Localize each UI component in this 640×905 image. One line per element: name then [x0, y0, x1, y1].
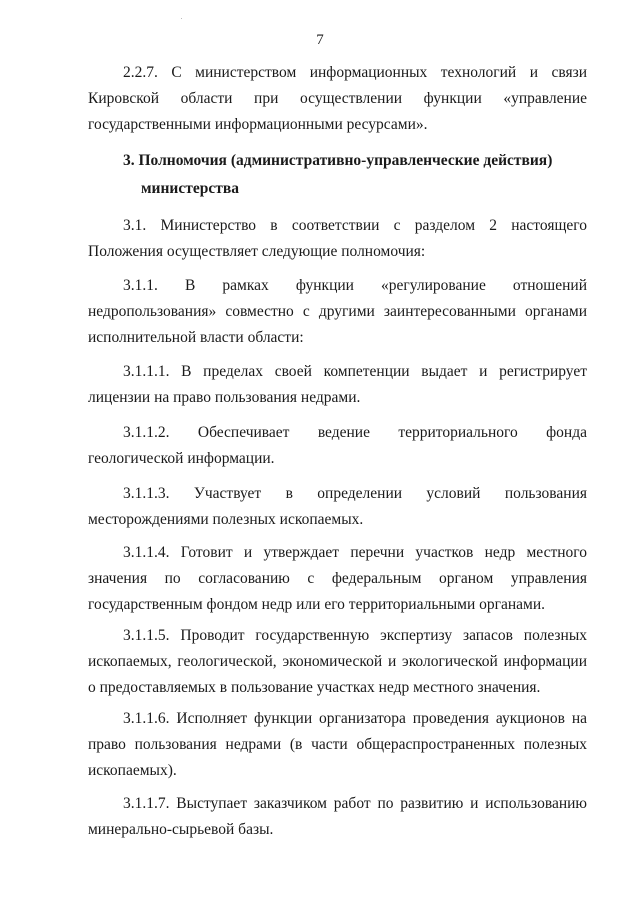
paragraph-3-1-1-4: 3.1.1.4. Готовит и утверждает перечни участков недр местного значения по согласованию с федеральным органом управления государственным фондом недр или его территориальными органами.: [88, 544, 587, 613]
section-heading-line-2: министерства: [141, 180, 239, 197]
paragraph-3-1-1-5: 3.1.1.5. Проводит государственную экспертизу запасов полезных ископаемых, геологической, экономической и экологической информации о предоставляемых в пользование участках недр местного значения.: [88, 627, 587, 696]
paragraph-3-1-1-2: 3.1.1.2. Обеспечивает ведение территориального фонда геологической информации.: [88, 424, 587, 467]
paragraph-3-1-1-3: 3.1.1.3. Участвует в определении условий пользования месторождениями полезных ископаемых.: [88, 485, 587, 528]
section-heading: [123, 147, 573, 203]
page-number: 7: [316, 32, 324, 48]
paragraph-3-1-1-7: 3.1.1.7. Выступает заказчиком работ по развитию и использованию минерально-сырьевой базы.: [88, 795, 587, 838]
paragraph-3-1-1: 3.1.1. В рамках функции «регулирование отношений недропользования» совместно с другими заинтересованными органами исполнительной власти области:: [88, 277, 587, 346]
paragraph-2-2-7: 2.2.7. С министерством информационных технологий и связи Кировской области при осуществлении функции «управление государственными информационными ресурсами».: [88, 64, 587, 133]
paragraph-3-1-1-6: 3.1.1.6. Исполняет функции организатора проведения аукционов на право пользования недрами (в части общераспространенных полезных ископаемых).: [88, 710, 587, 779]
section-heading-line-1: 3. Полномочия (административно-управленческие действия): [123, 152, 553, 169]
paragraph-3-1: 3.1. Министерство в соответствии с разделом 2 настоящего Положения осуществляет следующие полномочия:: [88, 217, 587, 260]
paragraph-3-1-1-1: 3.1.1.1. В пределах своей компетенции выдает и регистрирует лицензии на право пользования недрами.: [88, 363, 587, 406]
scan-speck: [181, 18, 182, 19]
